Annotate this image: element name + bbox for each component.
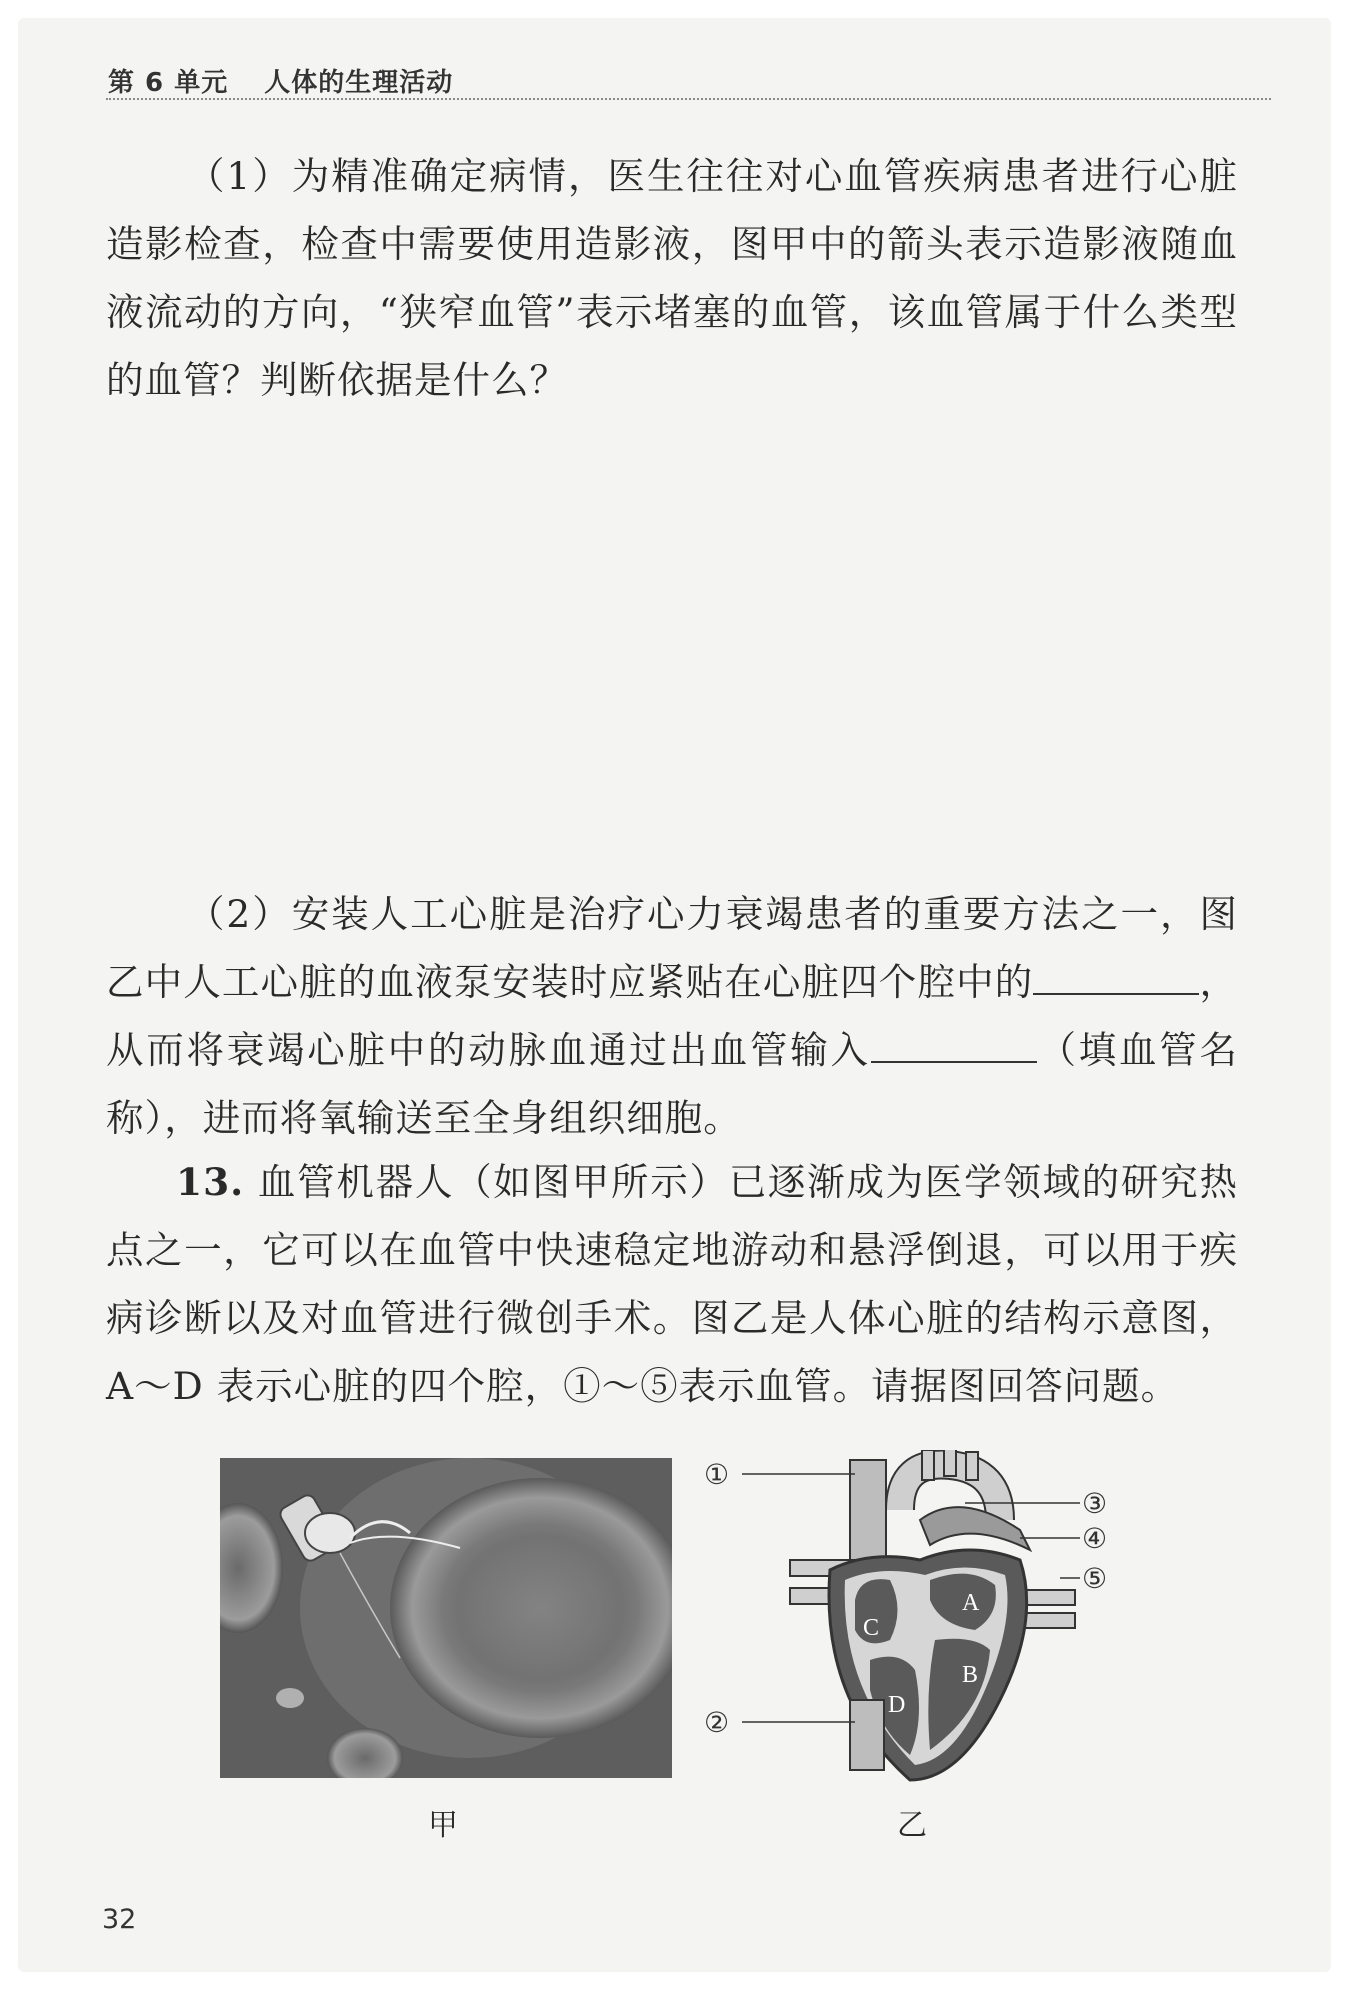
chamber-label-d: D: [888, 1692, 906, 1718]
header-divider: [106, 98, 1271, 100]
chamber-label-b: B: [962, 1662, 979, 1688]
page-number: 32: [102, 1904, 137, 1935]
question-12-part-1: [106, 142, 1238, 414]
question-12-part-2-text-a: （2）安装人工心脏是治疗心力衰竭患者的重要方法之一，图乙中人工心脏的血液泵安装时应紧贴在心脏四个腔中的: [106, 892, 1238, 1004]
vessel-label-4: ④: [1082, 1522, 1108, 1555]
question-13: [106, 1148, 1238, 1420]
question-13-text: 血管机器人（如图甲所示）已逐渐成为医学领域的研究热点之一，它可以在血管中快速稳定地游动和悬浮倒退，可以用于疾病诊断以及对血管进行微创手术。图乙是人体心脏的结构示意图，A～D 表示心脏的四个腔，①～⑤表示血管。请据图回答问题。: [106, 1160, 1238, 1408]
blood-vessel-robot-photo: [220, 1458, 672, 1778]
red-blood-cell-small-2: [276, 1688, 304, 1708]
heart-diagram: [700, 1450, 1140, 1790]
answer-blank-vessel[interactable]: [871, 1027, 1037, 1063]
question-12-part-2-text-b: ，从而将衰竭心脏中的动脉血通过出血管输入: [106, 960, 1238, 1072]
question-12-part-1-text: （1）为精准确定病情，医生往往对心血管疾病患者进行心脏造影检查，检查中需要使用造影液，图甲中的箭头表示造影液随血液流动的方向，“狭窄血管”表示堵塞的血管，该血管属于什么类型的血管？判断依据是什么？: [106, 154, 1238, 402]
vessel-label-1: ①: [704, 1458, 730, 1491]
unit-title: 人体的生理活动: [264, 68, 454, 98]
question-12-part-2: [106, 880, 1238, 1152]
robot-illustration: [220, 1458, 672, 1778]
figure-yi-caption: 乙: [897, 1808, 927, 1843]
figure-jia-caption: 甲: [428, 1808, 458, 1843]
inferior-vena-cava: [850, 1700, 884, 1770]
question-13-number: 13.: [176, 1160, 245, 1204]
chamber-label-a: A: [962, 1590, 980, 1616]
heart-structure-svg: [700, 1450, 1140, 1790]
page-header: [108, 62, 453, 99]
unit-label: 第 6 单元: [108, 68, 229, 98]
vessel-label-2: ②: [704, 1706, 730, 1739]
vessel-label-3: ③: [1082, 1487, 1108, 1520]
answer-blank-chamber[interactable]: [1033, 959, 1199, 995]
question-12-part-2-text-c: （填血管名称），进而将氧输送至全身组织细胞。: [106, 1028, 1238, 1140]
chamber-label-c: C: [863, 1615, 880, 1641]
vessel-label-5: ⑤: [1082, 1562, 1108, 1595]
